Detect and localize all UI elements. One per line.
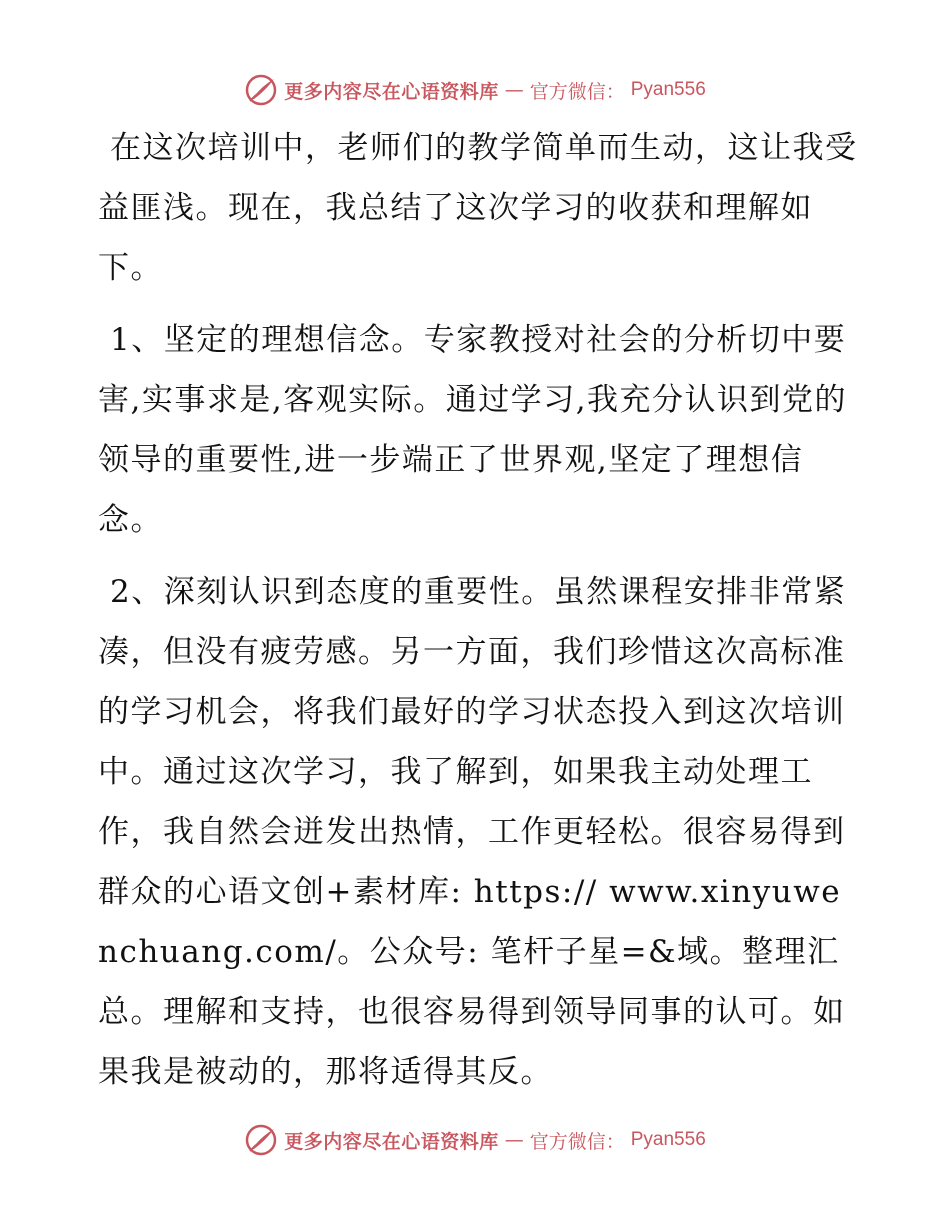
quill-logo-icon [244, 73, 278, 107]
paragraph-intro [98, 118, 858, 298]
paragraph-point-2-text: 2、深刻认识到态度的重要性。虽然课程安排非常紧凑，但没有疲劳感。另一方面，我们珍惜这次高标准的学习机会，将我们最好的学习状态投入到这次培训中。通过这次学习，我了解到，如果我主动处理工作，我自然会迸发出热情，工作更轻松。很容易得到群众的心语文创+素材库: https:// www.xinyuwenchuang.com/。公众号: 笔杆子星=&域。整理汇总。理解和支持，也很容易得到领导同事的认可。如果我是被动的，那将适得其反。 [98, 574, 847, 1090]
paragraph-intro-text: 在这次培训中，老师们的教学简单而生动，这让我受益匪浅。现在，我总结了这次学习的收获和理解如下。 [98, 130, 858, 286]
banner-slogan: 更多内容尽在心语资料库 [284, 80, 499, 103]
banner-wechat-label: 官方微信： [529, 80, 625, 103]
header-banner [0, 70, 950, 110]
banner-separator: — [504, 1129, 524, 1151]
footer-banner [0, 1120, 950, 1160]
quill-logo-icon [244, 1123, 278, 1157]
banner-wechat-id: Pyan556 [630, 1129, 706, 1150]
banner-wechat-id: Pyan556 [630, 79, 706, 100]
paragraph-point-2 [98, 562, 858, 1102]
document-body [98, 118, 858, 1114]
banner-wechat-label: 官方微信： [529, 1130, 625, 1153]
banner-slogan: 更多内容尽在心语资料库 [284, 1130, 499, 1153]
banner-separator: — [504, 79, 524, 101]
paragraph-point-1-text: 1、坚定的理想信念。专家教授对社会的分析切中要害,实事求是,客观实际。通过学习,我充分认识到党的领导的重要性,进一步端正了世界观,坚定了理想信念。 [98, 322, 848, 538]
paragraph-point-1 [98, 310, 858, 550]
